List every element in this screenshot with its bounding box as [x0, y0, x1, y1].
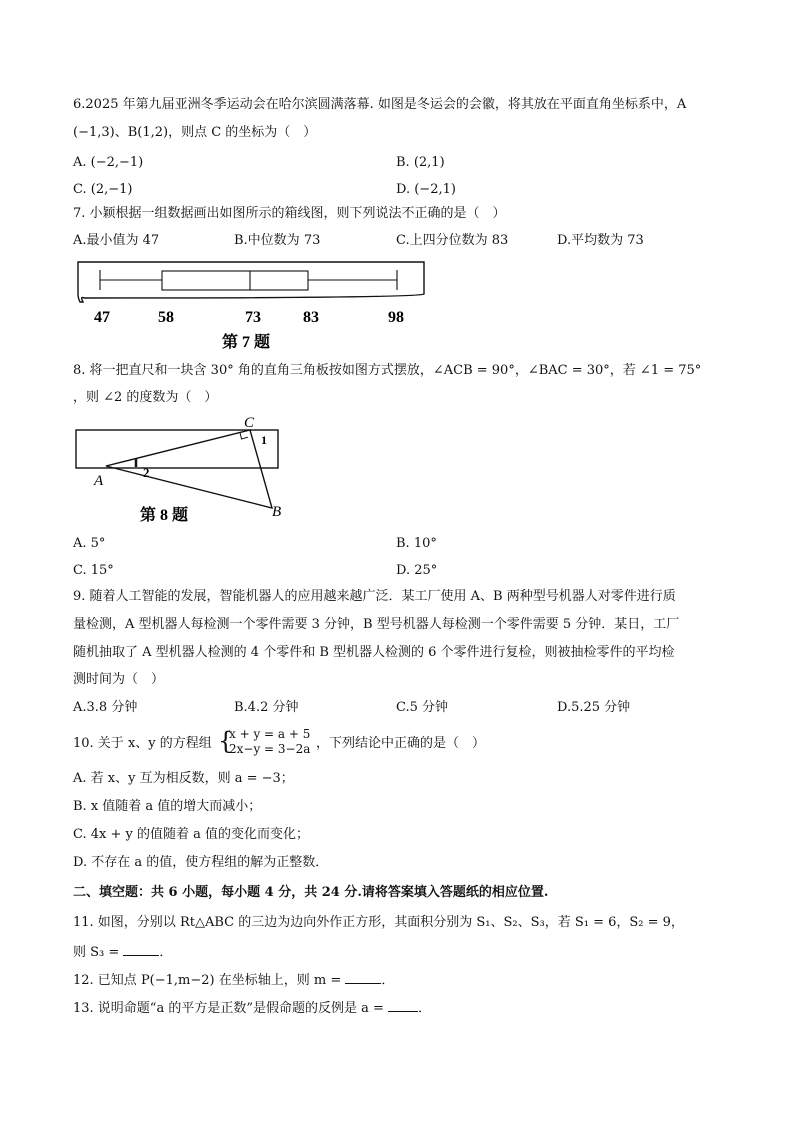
q13-prefix: 13. 说明命题“a 的平方是正数”是假命题的反例是 a =: [73, 1001, 389, 1016]
q6-option-a: A. (−2,−1): [73, 155, 144, 170]
q11-answer-blank: [123, 943, 159, 956]
q9-stem-line2: 量检测，A 型机器人每检测一个零件需要 3 分钟，B 型号机器人每检测一个零件需要 5 分钟．某日，工厂: [73, 617, 680, 632]
q7-box: [162, 271, 308, 290]
q10-option-b: B. x 值随着 a 值的增大而减小；: [73, 799, 262, 814]
q7-option-a: A.最小值为 47: [73, 233, 160, 248]
q7-tick-58: 58: [158, 309, 174, 326]
q13-answer-blank: [388, 999, 418, 1012]
q8-label-angle2: 2: [143, 465, 150, 480]
q11-stem-line1: 11. 如图，分别以 Rt△ABC 的三边为边向外作正方形，其面积分别为 S₁、S₂、S₃，若 S₁ = 6，S₂ = 9，: [73, 915, 684, 930]
q6-stem-line1: 6.2025 年第九届亚洲冬季运动会在哈尔滨圆满落幕. 如图是冬运会的会徽，将其放在平面直角坐标系中，A: [73, 97, 687, 112]
q7-figure-caption: 第 7 题: [221, 334, 271, 351]
q8-option-a: A. 5°: [73, 536, 106, 551]
q10-system-brace: {: [218, 727, 234, 755]
q8-ruler: [76, 430, 278, 468]
q6-option-c: C. (2,−1): [73, 182, 133, 197]
q8-stem-line2: ，则 ∠2 的度数为（ ）: [73, 390, 218, 405]
q10-equation-1: x + y = a + 5: [229, 727, 311, 741]
q8-label-b: B: [272, 504, 282, 520]
q8-figure-caption: 第 8 题: [140, 507, 189, 524]
q6-option-b: B. (2,1): [396, 155, 445, 170]
q7-option-b: B.中位数为 73: [234, 233, 321, 248]
q11-stem-line2: [73, 943, 172, 962]
q10-equation-2: 2x−y = 3−2a: [229, 742, 311, 756]
q7-option-d: D.平均数为 73: [557, 233, 644, 248]
q9-option-d: D.5.25 分钟: [557, 700, 631, 715]
q12-answer-blank: [345, 971, 381, 984]
q12-prefix: 12. 已知点 P(−1,m−2) 在坐标轴上，则 m =: [73, 973, 346, 988]
q9-stem-line1: 9. 随着人工智能的发展，智能机器人的应用越来越广泛．某工厂使用 A、B 两种型号机器人对零件进行质: [73, 589, 676, 604]
q7-tick-73: 73: [245, 309, 261, 326]
q12-stem: [73, 971, 394, 990]
q7-tick-83: 83: [303, 309, 319, 326]
q7-tick-47: 47: [94, 309, 110, 326]
q10-option-c: C. 4x + y 的值随着 a 值的变化而变化；: [73, 827, 309, 842]
q7-boxplot-figure: [70, 258, 430, 354]
q7-tick-98: 98: [388, 309, 404, 326]
q9-stem-line3: 随机抽取了 A 型机器人检测的 4 个零件和 B 型机器人检测的 6 个零件进行复检，则被抽检零件的平均检: [73, 645, 675, 660]
q8-option-b: B. 10°: [396, 536, 437, 551]
q10-stem-pre: 10. 关于 x、y 的方程组: [73, 736, 212, 751]
q7-option-c: C.上四分位数为 83: [396, 233, 509, 248]
q8-label-angle1: 1: [261, 433, 267, 447]
q10-stem-post: ，下列结论中正确的是（ ）: [316, 736, 486, 751]
q11-line2-prefix: 则 S₃ =: [73, 945, 124, 960]
q10-option-a: A. 若 x、y 互为相反数，则 a = −3；: [73, 771, 294, 786]
q8-triangle: [106, 430, 272, 508]
q12-suffix: ．: [381, 973, 395, 988]
q9-option-a: A.3.8 分钟: [73, 700, 138, 715]
section2-heading: 二、填空题：共 6 小题，每小题 4 分，共 24 分.请将答案填入答题纸的相应位置.: [73, 885, 549, 900]
q13-stem: [73, 999, 431, 1018]
q8-option-d: D. 25°: [396, 563, 438, 578]
q8-option-c: C. 15°: [73, 563, 114, 578]
q8-label-a: A: [94, 473, 104, 489]
q8-ruler-triangle-figure: [70, 412, 300, 524]
q9-option-b: B.4.2 分钟: [234, 700, 299, 715]
q10-option-d: D. 不存在 a 的值，使方程组的解为正整数．: [73, 855, 329, 870]
q11-line2-suffix: ．: [159, 945, 173, 960]
q9-option-c: C.5 分钟: [396, 700, 449, 715]
q6-option-d: D. (−2,1): [396, 182, 456, 197]
q13-suffix: ．: [418, 1001, 432, 1016]
q9-stem-line4: 测时间为（ ）: [73, 672, 165, 687]
q8-label-c: C: [244, 415, 255, 431]
q8-right-angle-mark: [240, 433, 248, 440]
q7-stem: 7. 小颖根据一组数据画出如图所示的箱线图，则下列说法不正确的是（ ）: [73, 206, 506, 221]
q8-stem-line1: 8. 将一把直尺和一块含 30° 角的直角三角板按如图方式摆放，∠ACB = 90°，∠BAC = 30°，若 ∠1 = 75°: [73, 363, 702, 378]
q6-stem-line2: (−1,3)、B(1,2)，则点 C 的坐标为（ ）: [73, 125, 317, 140]
